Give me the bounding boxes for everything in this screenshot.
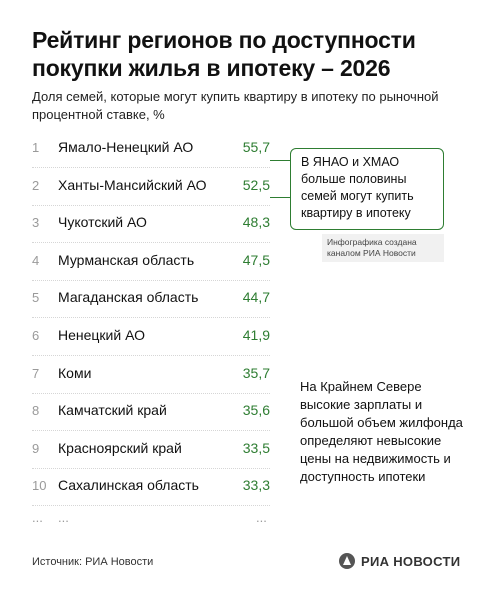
ria-logo-text: РИА НОВОСТИ [361,553,461,569]
row-rank: 10 [32,478,47,494]
row-rank: 5 [32,290,40,306]
ria-logo-icon [338,552,356,570]
callout-text: В ЯНАО и ХМАО больше половины семей могут купить квартиру в ипотеку [301,155,414,220]
row-value: 55,7 [242,139,270,155]
row-divider [32,505,270,506]
row-region: Ямало-Ненецкий АО [58,139,194,155]
table-row [0,318,480,356]
page-subtitle: Доля семей, которые могут купить квартиру в ипотеку по рыночной процентной ставке, % [32,89,439,122]
ellipsis-value: ... [256,510,267,525]
source-label: Источник: РИА Новости [32,556,154,568]
row-region: Камчатский край [58,402,167,419]
row-region: Коми [58,364,92,381]
ellipsis-rank: ... [32,510,43,525]
row-rank: 3 [32,215,40,231]
row-region: Красноярский край [58,439,182,456]
row-rank: 6 [32,328,40,343]
row-value: 44,7 [242,289,270,306]
callout-connector-2 [270,197,290,198]
row-value: 52,5 [242,176,270,193]
row-rank: 1 [32,140,40,155]
row-rank: 8 [32,403,40,419]
ria-logo [338,552,460,570]
callout-connector-1 [270,160,290,161]
ellipsis-region: ... [58,510,69,525]
row-value: 47,5 [242,251,270,268]
row-value: 35,6 [242,402,270,419]
row-rank: 9 [32,440,40,456]
row-region: Ханты-Мансийский АО [58,176,207,193]
row-value: 35,7 [242,364,270,381]
table-row [0,280,480,318]
row-value: 41,9 [242,327,270,343]
row-value: 33,3 [242,477,270,494]
row-rank: 2 [32,177,40,193]
row-rank: 7 [32,365,40,381]
row-region: Чукотский АО [58,214,147,231]
row-rank: 4 [32,252,40,268]
row-value: 48,3 [242,214,270,231]
row-region: Мурманская область [58,251,195,268]
row-region: Сахалинская область [58,477,199,494]
row-region: Магаданская область [58,289,199,306]
side-note: На Крайнем Севере высокие зарплаты и большой объем жилфонда определяют невысокие цены на недвижимость и доступность ипотеки [300,379,463,484]
page-title: Рейтинг регионов по доступности покупки жилья в ипотеку – 2026 [32,27,416,81]
credit-label: Инфографика создана каналом РИА Новости [322,234,444,262]
callout-box [290,148,444,230]
row-region: Ненецкий АО [58,327,146,343]
row-value: 33,5 [242,439,270,456]
